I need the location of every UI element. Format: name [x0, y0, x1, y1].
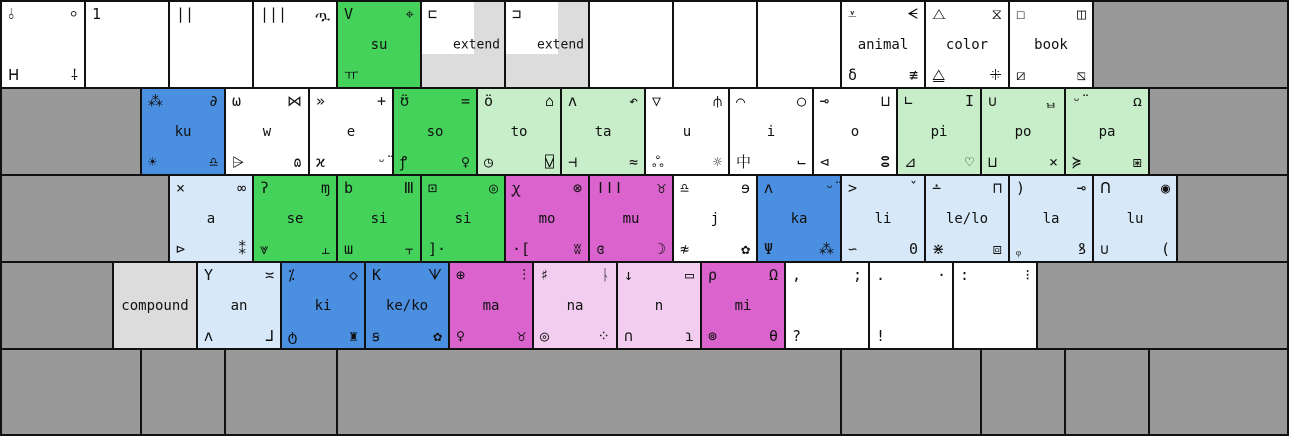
glyph-br: ♉ [516, 327, 526, 345]
glyph-bl: Ψ [764, 240, 774, 258]
glyph-br: ☼ [712, 153, 722, 171]
key-color[interactable] [924, 0, 1010, 89]
glyph-tl: , [792, 266, 802, 284]
glyph-br: ( [1160, 240, 1170, 258]
glyph-bl: ⧋ [932, 66, 946, 84]
glyph-tr: ○ [796, 92, 806, 110]
glyph-tl: K [372, 266, 382, 284]
glyph-br: ♀ [460, 153, 470, 171]
glyph-br: ♡ [964, 153, 974, 171]
key-an[interactable] [196, 261, 282, 350]
key-numeral-2[interactable] [168, 0, 254, 89]
glyph-tl: ö [484, 92, 494, 110]
key-label: ka [790, 210, 808, 227]
glyph-bl: ∪ [1100, 240, 1110, 258]
glyph-tl: ⩡ [848, 5, 857, 23]
glyph-tr: ◎ [488, 179, 498, 197]
glyph-tl: ∪ [988, 92, 998, 110]
glyph-tr: ⌖ [405, 5, 414, 23]
glyph-tl: Y [204, 266, 214, 284]
glyph-bl: ꞩ [372, 327, 380, 345]
glyph-br: ⨯ [1048, 153, 1058, 171]
glyph-tr: ≍ [264, 266, 274, 284]
glyph-tl: ⌒ [736, 92, 746, 110]
key-spacebar[interactable] [336, 348, 842, 436]
key-blank-1[interactable] [588, 0, 674, 89]
glyph-tl: ρ [708, 266, 718, 284]
key-label: w [262, 123, 272, 140]
glyph-tr: ⸰ [69, 5, 78, 23]
glyph-br: ꔰ [988, 66, 1002, 84]
key-label: j [710, 210, 720, 227]
key-label: pi [930, 123, 948, 140]
key-extend-left[interactable] [420, 0, 506, 89]
glyph-tr: ⊗ [572, 179, 582, 197]
key-label: na [566, 297, 584, 314]
glyph-tr: ♉ [656, 179, 666, 197]
key-bottom-5[interactable] [840, 348, 982, 436]
key-su[interactable] [336, 0, 422, 89]
glyph-tl: ᵕ̈ [1072, 92, 1082, 110]
key-animal[interactable] [840, 0, 926, 89]
key-bottom-3[interactable] [224, 348, 338, 436]
glyph-bl: ⊳ [176, 240, 186, 258]
glyph-tl: V [344, 5, 354, 23]
key-label: mo [538, 210, 556, 227]
key-po[interactable] [980, 87, 1066, 176]
key-ta[interactable] [560, 87, 646, 176]
glyph-tr: ∞ [236, 179, 246, 197]
glyph-br: ⸸ [70, 66, 78, 84]
glyph-br: ⫠ [320, 240, 330, 258]
glyph-br: ᒧ [264, 327, 274, 345]
glyph-tr: ↶ [628, 92, 638, 110]
key-label: extend [537, 37, 584, 52]
glyph-tr: ᗐ [427, 266, 442, 284]
glyph-br: ≢ [908, 66, 918, 84]
glyph-bl: ʌ [204, 327, 214, 345]
key-e[interactable] [308, 87, 394, 176]
key-a[interactable] [168, 174, 254, 263]
glyph-tl: ⊐ [512, 5, 522, 23]
key-period[interactable] [868, 261, 954, 350]
key-compound[interactable] [112, 261, 198, 350]
key-u[interactable] [644, 87, 730, 176]
glyph-bl: ! [876, 327, 886, 345]
glyph-tl: 1 [92, 5, 102, 23]
glyph-tl: : [960, 266, 970, 284]
glyph-bl: ◎ [540, 327, 550, 345]
glyph-bl: ⊲ [820, 153, 830, 171]
glyph-bl: ɯ [344, 240, 354, 258]
key-row4-right [1036, 261, 1289, 350]
key-row3-left [0, 174, 170, 263]
key-row4-left [0, 261, 114, 350]
glyph-tl: ∟ [904, 92, 914, 110]
glyph-tr: ⊸ [1076, 179, 1086, 197]
glyph-bl: ⩥ [232, 153, 245, 171]
key-pi[interactable] [896, 87, 982, 176]
key-numeral-1[interactable] [84, 0, 170, 89]
glyph-tr: Ω [768, 266, 778, 284]
glyph-tr: ᗕ [907, 5, 918, 23]
glyph-bl: ≽ [1072, 153, 1082, 171]
glyph-tl: . [876, 266, 886, 284]
glyph-bl: ტ [288, 327, 298, 345]
key-i[interactable] [728, 87, 814, 176]
glyph-tl: ⁂ [148, 92, 163, 110]
glyph-tr: ◫ [1076, 5, 1086, 23]
key-label: su [370, 36, 388, 53]
glyph-tl: ω [232, 92, 242, 110]
key-label: se [286, 210, 304, 227]
key-label: n [654, 297, 664, 314]
glyph-bl: ᕼ [8, 66, 20, 84]
glyph-tr: ⧖ [991, 5, 1002, 23]
glyph-br: ♎ [208, 153, 218, 171]
glyph-bl: ]· [428, 240, 447, 258]
key-label: compound [121, 297, 189, 314]
key-le-lo[interactable] [924, 174, 1010, 263]
key-row1-fill [1092, 0, 1289, 89]
glyph-tr: ◉ [1160, 179, 1170, 197]
glyph-bl: 中 [736, 153, 752, 171]
glyph-tr: ɘ [740, 179, 750, 197]
glyph-bl: ? [792, 327, 802, 345]
key-label: li [874, 210, 892, 227]
key-row2-right [1148, 87, 1289, 176]
key-label: ma [482, 297, 500, 314]
glyph-tr: ⌂ [544, 92, 554, 110]
glyph-br: ⧈ [992, 240, 1002, 258]
key-label: book [1034, 36, 1068, 53]
glyph-tl: ʌ [764, 179, 774, 197]
key-mi[interactable] [700, 261, 786, 350]
key-label: extend [453, 37, 500, 52]
glyph-bl: ẟ [848, 66, 858, 84]
key-row3-right [1176, 174, 1289, 263]
glyph-tl: × [176, 179, 186, 197]
key-label: e [346, 123, 356, 140]
glyph-tr: ▭ [684, 266, 694, 284]
key-j[interactable] [672, 174, 758, 263]
key-ka[interactable] [756, 174, 842, 263]
key-to[interactable] [476, 87, 562, 176]
glyph-bl: ɞ [596, 240, 606, 258]
glyph-bl: ⋅[ [512, 240, 531, 258]
glyph-tr: ◇ [348, 266, 358, 284]
glyph-bl: ⊚ [708, 327, 718, 345]
glyph-br: ✿ [432, 327, 442, 345]
glyph-tl: ⊡ [428, 179, 438, 197]
glyph-br: ♜ [348, 327, 358, 345]
key-label: ki [314, 297, 332, 314]
glyph-tl: ♯ [540, 266, 550, 284]
glyph-br: ⍌ [544, 153, 554, 171]
key-colon[interactable] [952, 261, 1038, 350]
glyph-bl: ◷ [484, 153, 494, 171]
glyph-br: ꝸ [1078, 240, 1086, 258]
key-blank-2[interactable] [672, 0, 758, 89]
key-label: la [1042, 210, 1060, 227]
key-ke-ko[interactable] [364, 261, 450, 350]
glyph-bl: ∽ [848, 240, 858, 258]
glyph-tl: ⁒ [288, 266, 295, 284]
glyph-tr: ∂ [208, 92, 218, 110]
glyph-tl: ʊ̈ [400, 92, 410, 110]
glyph-bl: ♀ [456, 327, 466, 345]
glyph-br: ⌙ [796, 153, 806, 171]
glyph-bl: ⩔ [260, 240, 269, 258]
glyph-tl: ᑎ [1100, 179, 1111, 197]
glyph-bl: ⊿ [904, 153, 917, 171]
glyph-tr: ɱ [320, 179, 330, 197]
glyph-tl: ▽ [652, 92, 662, 110]
key-label: color [945, 36, 989, 53]
key-label: po [1014, 123, 1032, 140]
glyph-br: ⧆ [1132, 153, 1142, 171]
key-label: animal [857, 36, 909, 53]
glyph-tr: ˇ [908, 179, 918, 197]
glyph-bl: ᵩ [1016, 240, 1022, 258]
glyph-tl: ☐ [1016, 5, 1026, 23]
key-se[interactable] [252, 174, 338, 263]
glyph-tr: = [460, 92, 470, 110]
glyph-tr: ⋈ [287, 92, 302, 110]
key-si-2[interactable] [420, 174, 506, 263]
key-label: lu [1126, 210, 1144, 227]
glyph-tr: · [936, 266, 946, 284]
key-blank-3[interactable] [756, 0, 842, 89]
glyph-tl: ♎ [680, 179, 690, 197]
key-label: u [682, 123, 692, 140]
key-label: le/lo [945, 210, 989, 227]
glyph-tl: ⊸ [820, 92, 830, 110]
key-label: ku [174, 123, 192, 140]
key-comma[interactable] [784, 261, 870, 350]
key-label: mu [622, 210, 640, 227]
glyph-tl: ꭕ [512, 179, 521, 197]
key-lu[interactable] [1092, 174, 1178, 263]
key-ku[interactable] [140, 87, 226, 176]
glyph-br: ʬ [572, 240, 582, 258]
glyph-tr: ጧ [314, 5, 330, 23]
key-label: a [206, 210, 216, 227]
glyph-bl: ⊔ [988, 153, 998, 171]
key-so[interactable] [392, 87, 478, 176]
key-si-1[interactable] [336, 174, 422, 263]
key-label: si [454, 210, 472, 227]
glyph-br: ⵓ [880, 153, 890, 171]
glyph-tl: ∸ [932, 179, 942, 197]
glyph-tl: ⊏ [428, 5, 438, 23]
glyph-br: ⫟ [404, 240, 414, 258]
glyph-br: ≈ [628, 153, 638, 171]
glyph-tl: » [316, 92, 326, 110]
glyph-tr: ; [852, 266, 862, 284]
key-bottom-2[interactable] [140, 348, 226, 436]
key-label: to [510, 123, 528, 140]
glyph-tr: ⊔ [880, 92, 890, 110]
glyph-bl: ☀ [148, 153, 158, 171]
glyph-tl: ⊕ [456, 266, 466, 284]
key-la[interactable] [1008, 174, 1094, 263]
glyph-bl: ⊣ [568, 153, 578, 171]
glyph-tl: ||| [260, 5, 288, 23]
glyph-bl: ϰ [316, 153, 326, 171]
key-label: pa [1098, 123, 1116, 140]
key-label: ta [594, 123, 612, 140]
glyph-bl: ∩ [624, 327, 634, 345]
glyph-br: ⁂ [819, 240, 834, 258]
glyph-tr: ⁝ [1025, 266, 1030, 284]
key-na[interactable] [532, 261, 618, 350]
glyph-tl: ǀǀǀ [596, 179, 624, 197]
glyph-tl: ) [1016, 179, 1026, 197]
glyph-bl: ⋇ [932, 240, 945, 258]
glyph-tr: ꭥ [1132, 92, 1142, 110]
glyph-tl: ʌ [568, 92, 578, 110]
glyph-br: ✿ [740, 240, 750, 258]
glyph-tl: ⧍ [932, 5, 946, 23]
glyph-tr: ᆸ [1043, 92, 1058, 110]
glyph-bl: ꝭ [400, 153, 408, 171]
glyph-tr: Ⅲ [403, 179, 414, 197]
key-label: si [370, 210, 388, 227]
glyph-br: ɷ [292, 153, 302, 171]
key-ma[interactable] [448, 261, 534, 350]
key-label: mi [734, 297, 752, 314]
key-o[interactable] [812, 87, 898, 176]
glyph-tl: ʔ [260, 179, 270, 197]
glyph-tr: ᵕ̈ [824, 179, 834, 197]
glyph-tr: ⫶ [522, 266, 526, 284]
glyph-bl: ≉ [680, 240, 690, 258]
glyph-br: ɿ [684, 327, 694, 345]
key-label: an [230, 297, 248, 314]
key-label: i [766, 123, 776, 140]
glyph-br: ⁘ [597, 327, 610, 345]
key-bottom-7[interactable] [1064, 348, 1150, 436]
key-bottom-1[interactable] [0, 348, 142, 436]
key-mo[interactable] [504, 174, 590, 263]
key-book[interactable] [1008, 0, 1094, 89]
glyph-tl: ⫰ [8, 5, 15, 23]
key-ki[interactable] [280, 261, 366, 350]
key-extend-right[interactable] [504, 0, 590, 89]
glyph-br: ᵕ̈ [376, 153, 386, 171]
glyph-tr: ⊓ [992, 179, 1002, 197]
glyph-tl: b [344, 179, 354, 197]
glyph-br: ⁑ [238, 240, 246, 258]
glyph-tl: > [848, 179, 858, 197]
glyph-bl: ⧄ [1016, 66, 1026, 84]
glyph-tl: || [176, 5, 195, 23]
glyph-tr: + [376, 92, 386, 110]
key-row2-left [0, 87, 142, 176]
key-label: ke/ko [385, 297, 429, 314]
key-label: so [426, 123, 444, 140]
glyph-tr: ⫛ [713, 92, 722, 110]
glyph-br: ⧅ [1076, 66, 1086, 84]
glyph-br: θ [768, 327, 778, 345]
glyph-br: ☽ [656, 240, 666, 258]
glyph-tr: ᚿ [600, 266, 610, 284]
key-n[interactable] [616, 261, 702, 350]
glyph-bl: ㅠ [344, 66, 359, 84]
glyph-br: 0 [908, 240, 918, 258]
key-bottom-8[interactable] [1148, 348, 1289, 436]
key-label: o [850, 123, 860, 140]
key-bottom-6[interactable] [980, 348, 1066, 436]
key-pa[interactable] [1064, 87, 1150, 176]
key-w[interactable] [224, 87, 310, 176]
glyph-bl: ஃ [652, 153, 664, 171]
key-glyph-1[interactable] [0, 0, 86, 89]
glyph-tr: I [964, 92, 974, 110]
glyph-tl: ↓ [624, 266, 634, 284]
key-mu[interactable] [588, 174, 674, 263]
key-numeral-3[interactable] [252, 0, 338, 89]
key-li[interactable] [840, 174, 926, 263]
